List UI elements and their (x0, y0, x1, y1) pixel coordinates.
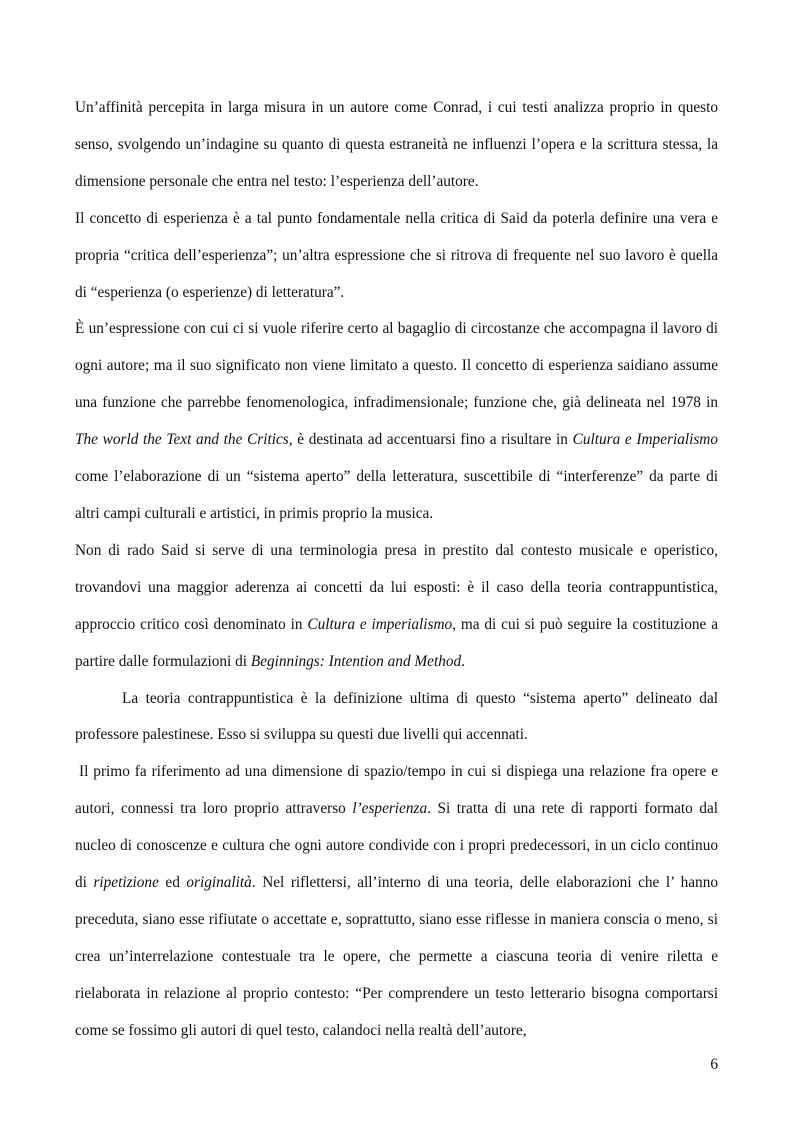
italic-text-run: ripetizione (93, 874, 159, 892)
paragraph (75, 681, 718, 755)
text-run: Il concetto di esperienza è a tal punto fondamentale nella critica di Said da poterla definire una vera e propria “critica dell’esperienza”; un’altra espressione che si ritrova di frequente nel suo lavoro è quella di “esperienza (o esperienze) di letteratura”. (75, 209, 718, 301)
text-run: . Si tratta di una rete di rapporti formato dal nucleo di conoscenze e cultura che ogni autore condivide con i propri predecessori, in un ciclo continuo di (75, 800, 718, 892)
paragraph (75, 90, 718, 201)
text-run: . Nel riflettersi, all’interno di una teoria, delle elaborazioni che l’ hanno preceduta, siano esse rifiutate o accettate e, soprattutto, siano esse riflesse in maniera conscia o meno, si crea un’interrelazione contestuale tra le opere, che permette a ciascuna teoria di venire riletta e rielaborata in relazione al proprio contesto: “Per comprendere un testo letterario bisogna comportarsi come se fossimo gli autori di quel testo, calandoci nella realtà dell’autore, (75, 874, 718, 1039)
text-run: , è destinata ad accentuarsi fino a risultare in (288, 431, 573, 449)
text-run: Il primo fa riferimento ad una dimensione di spazio/tempo in cui si dispiega una relazione fra opere e autori, connessi tra loro proprio attraverso (75, 763, 718, 818)
italic-text-run: The world the Text and the Critics (75, 431, 289, 449)
italic-text-run: originalità (186, 874, 252, 892)
paragraph (75, 533, 718, 681)
text-run: . (461, 652, 465, 670)
paragraph (75, 201, 718, 312)
italic-text-run: Cultura e Imperialismo (572, 431, 718, 449)
text-run: ed (158, 874, 187, 892)
italic-text-run: l’esperienza (352, 800, 428, 818)
text-run: , ma di cui si può seguire la costituzione a partire dalle formulazioni di (75, 615, 718, 670)
italic-text-run: Cultura e imperialismo (307, 615, 453, 633)
text-run: Non di rado Said si serve di una terminologia presa in prestito dal contesto musicale e operistico, trovandovi una maggior aderenza ai concetti da lui esposti: è il caso della teoria contrappuntistica, approccio critico così denominato in (75, 541, 718, 633)
paragraph (75, 754, 718, 1049)
page-number: 6 (710, 1056, 718, 1073)
body-text (75, 90, 718, 1050)
text-run: come l’elaborazione di un “sistema aperto” della letteratura, suscettibile di “interferenze” da parte di altri campi culturali e artistici, in primis proprio la musica. (75, 468, 718, 522)
text-run: È un’espressione con cui ci si vuole riferire certo al bagaglio di circostanze che accompagna il lavoro di ogni autore; ma il suo significato non viene limitato a questo. Il concetto di esperienza saidiano assume una funzione che parrebbe fenomenologica, infradimensionale; funzione che, già delineata nel 1978 in (75, 320, 718, 412)
italic-text-run: Beginnings: Intention and Method (250, 652, 462, 670)
text-run: Un’affinità percepita in larga misura in un autore come Conrad, i cui testi analizza proprio in questo senso, svolgendo un’indagine su quanto di questa estraneità ne influenzi l’opera e la scrittura stessa, la dimensione personale che entra nel testo: l’esperienza dell’autore. (75, 99, 718, 190)
paragraph (75, 311, 718, 532)
text-run: La teoria contrappuntistica è la definizione ultima di questo “sistema aperto” delineato dal professore palestinese. Esso si sviluppa su questi due livelli qui accennati. (75, 689, 718, 744)
